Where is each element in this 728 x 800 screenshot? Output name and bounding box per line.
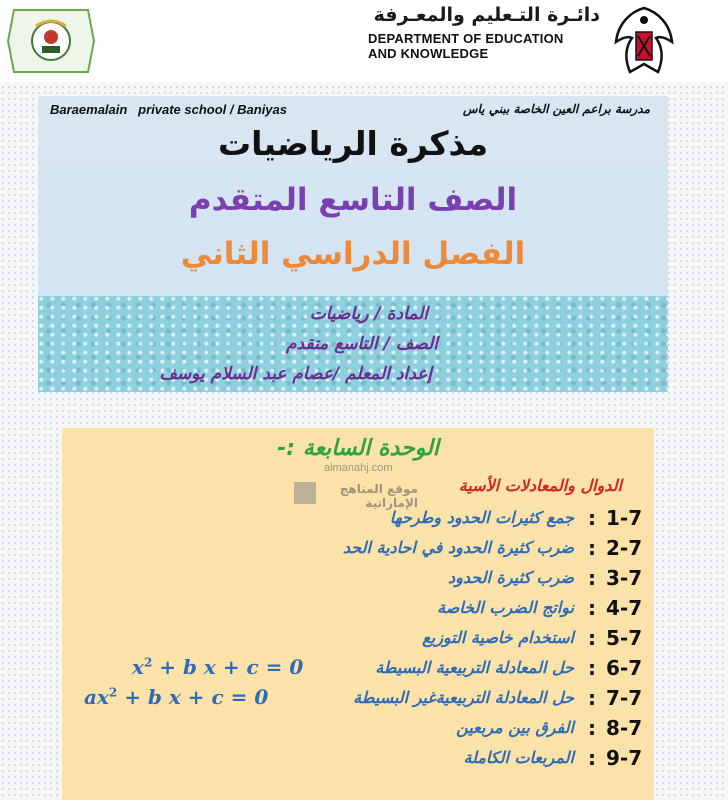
unit-title: الوحدة السابعة :- (277, 436, 439, 461)
lesson-item (62, 626, 654, 656)
formula-tail: + b x + c = 0 (152, 655, 304, 679)
lesson-item (62, 596, 654, 626)
lesson-separator: : (588, 686, 596, 710)
lesson-title: ضرب كثيرة الحدود (448, 568, 574, 587)
lesson-number: 3-7 (606, 566, 643, 590)
formula-lead: ax (84, 685, 109, 709)
department-name-arabic: دائـرة التـعليم والمعـرفة (373, 4, 600, 26)
watermark-arabic: موقع المناهج الإماراتية (339, 482, 418, 510)
lesson-formula (132, 655, 303, 679)
lesson-item (62, 536, 654, 566)
lesson-number: 8-7 (606, 716, 643, 740)
lesson-number: 2-7 (606, 536, 643, 560)
formula-exponent: 2 (143, 655, 153, 670)
lesson-list (62, 506, 654, 796)
lesson-title: استخدام خاصية التوزيع (422, 628, 574, 647)
lesson-formula (84, 685, 268, 709)
lesson-number: 1-7 (606, 506, 643, 530)
lesson-separator: : (588, 656, 596, 680)
lesson-separator: : (588, 596, 596, 620)
formula-lead: x (132, 655, 144, 679)
unit-contents-panel (62, 428, 654, 800)
school-name-arabic: مدرسة براعم العين الخاصة ببني ياس (462, 102, 650, 116)
lesson-separator: : (588, 626, 596, 650)
lesson-number: 7-7 (606, 686, 643, 710)
lesson-title: حل المعادلة التربيعيةغير البسيطة (353, 688, 574, 707)
department-name-english-line1: DEPARTMENT OF EDUCATION (368, 31, 564, 46)
lesson-separator: : (588, 506, 596, 530)
formula-exponent: 2 (108, 685, 118, 700)
lesson-item (62, 566, 654, 596)
lesson-item (62, 746, 654, 776)
lesson-title: ضرب كثيرة الحدود في احادية الحد (342, 538, 574, 557)
lesson-separator: : (588, 716, 596, 740)
lesson-title: الفرق بين مربعين (456, 718, 574, 737)
lesson-title: جمع كثيرات الحدود وطرحها (389, 508, 574, 527)
grade-title: الصف التاسع المتقدم (188, 182, 518, 218)
lesson-title: نواتج الضرب الخاصة (437, 598, 574, 617)
lesson-item (62, 506, 654, 536)
lesson-item (62, 716, 654, 746)
school-logo (6, 6, 96, 76)
lesson-separator: : (588, 746, 596, 770)
grade-line: الصف / التاسع متقدم (286, 334, 438, 354)
page-header (0, 0, 728, 82)
falcon-emblem-icon (608, 2, 680, 80)
lesson-number: 9-7 (606, 746, 643, 770)
lesson-number: 4-7 (606, 596, 643, 620)
lesson-title: حل المعادلة التربيعية البسيطة (375, 658, 574, 677)
lesson-number: 5-7 (606, 626, 643, 650)
formula-tail: + b x + c = 0 (117, 685, 269, 709)
memo-title: مذكرة الرياضيات (217, 124, 489, 163)
school-name-english: Baraemalain private school / Baniyas (50, 102, 287, 117)
watermark-site: almanahj.com (324, 462, 393, 474)
cover-panel (38, 96, 668, 392)
department-name-english-line2: AND KNOWLEDGE (368, 46, 489, 61)
lesson-title: المربعات الكاملة (463, 748, 574, 767)
subject-line: المادة / رياضيات (309, 304, 428, 324)
lesson-separator: : (588, 566, 596, 590)
term-title: الفصل الدراسي الثاني (180, 236, 526, 272)
lesson-number: 6-7 (606, 656, 643, 680)
lesson-item (62, 686, 654, 716)
teacher-line: إعداد المعلم /عصام عبد السلام يوسف (159, 364, 432, 384)
unit-subtitle: الدوال والمعادلات الأسية (458, 476, 622, 495)
lesson-separator: : (588, 536, 596, 560)
watermark-logo-icon (294, 482, 316, 504)
lesson-item (62, 656, 654, 686)
